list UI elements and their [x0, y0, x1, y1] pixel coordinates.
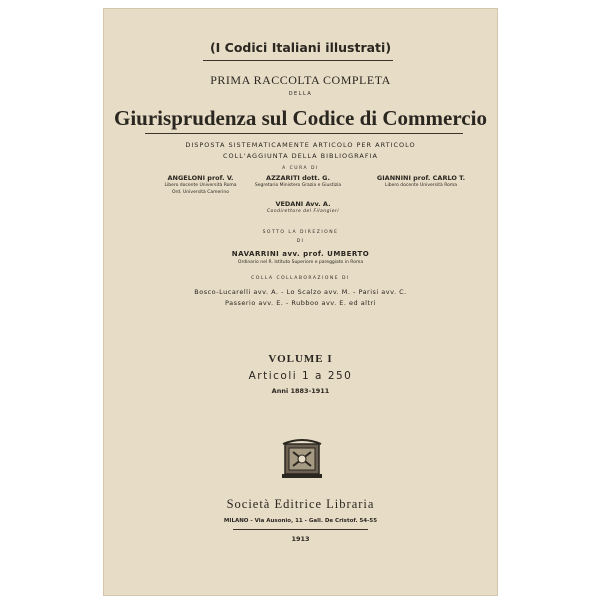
publication-year: 1913 [291, 535, 310, 543]
series-title: (I Codici Italiani illustrati) [209, 40, 392, 55]
editor-azzariti [238, 174, 358, 189]
disposition-line-1: DISPOSTA SISTEMATICAMENTE ARTICOLO PER ARTICOLO [185, 141, 416, 149]
editor-name: AZZARITI dott. G. [266, 174, 330, 182]
title-page [103, 8, 498, 596]
volume-label: VOLUME I [268, 353, 333, 365]
printer-mark-icon [279, 438, 325, 480]
title-rule [145, 133, 463, 134]
publisher-rule [233, 529, 368, 530]
collaborators-line-2: Passerio avv. E. - Rubboo avv. E. ed altri [224, 299, 377, 307]
publisher-address: MILANO - Via Ausonio, 11 - Gall. De Cristof. 54-55 [223, 518, 378, 524]
editor-giannini [361, 174, 481, 189]
articles-range: Articoli 1 a 250 [248, 370, 353, 382]
editor-role: Condirettore del Filangieri [266, 209, 340, 214]
years-range: Anni 1883-1911 [271, 387, 330, 395]
editor-role: Segretario Ministero Grazia e Giustizia [254, 183, 342, 188]
disposition-line-2: COLL'AGGIUNTA DELLA BIBLIOGRAFIA [223, 152, 378, 160]
editor-vedani [243, 200, 363, 215]
editor-name: VEDANI Avv. A. [275, 200, 331, 208]
editor-role: Libero docente Università Roma [384, 183, 458, 188]
collaborazione-label: COLLA COLLABORAZIONE DI [251, 276, 350, 281]
sotto-la-direzione-label: SOTTO LA DIREZIONE [262, 230, 339, 235]
editor-role: Libero docente Università Roma [164, 183, 237, 188]
director-role: Ordinario nel R. Istituto Superiore e pareggiato in Roma [237, 260, 364, 265]
di-label: DI [296, 239, 305, 244]
editor-name: GIANNINI prof. CARLO T. [376, 174, 466, 182]
editor-role: Ord. Università Camerino [171, 190, 229, 195]
director-name: NAVARRINI avv. prof. UMBERTO [231, 250, 370, 258]
main-title: Giurisprudenza sul Codice di Commercio [114, 106, 487, 130]
editor-name: ANGELONI prof. V. [167, 174, 234, 182]
collaborators-line-1: Bosco-Lucarelli avv. A. - Lo Scalzo avv. M. - Parisi avv. C. [194, 288, 407, 296]
director [103, 250, 498, 265]
a-cura-di-label: A CURA DI [282, 166, 319, 171]
publisher-name: Società Editrice Libraria [226, 497, 375, 511]
subtitle: PRIMA RACCOLTA COMPLETA [210, 73, 391, 87]
series-rule [203, 60, 393, 61]
della-label: DELLA [288, 91, 313, 97]
